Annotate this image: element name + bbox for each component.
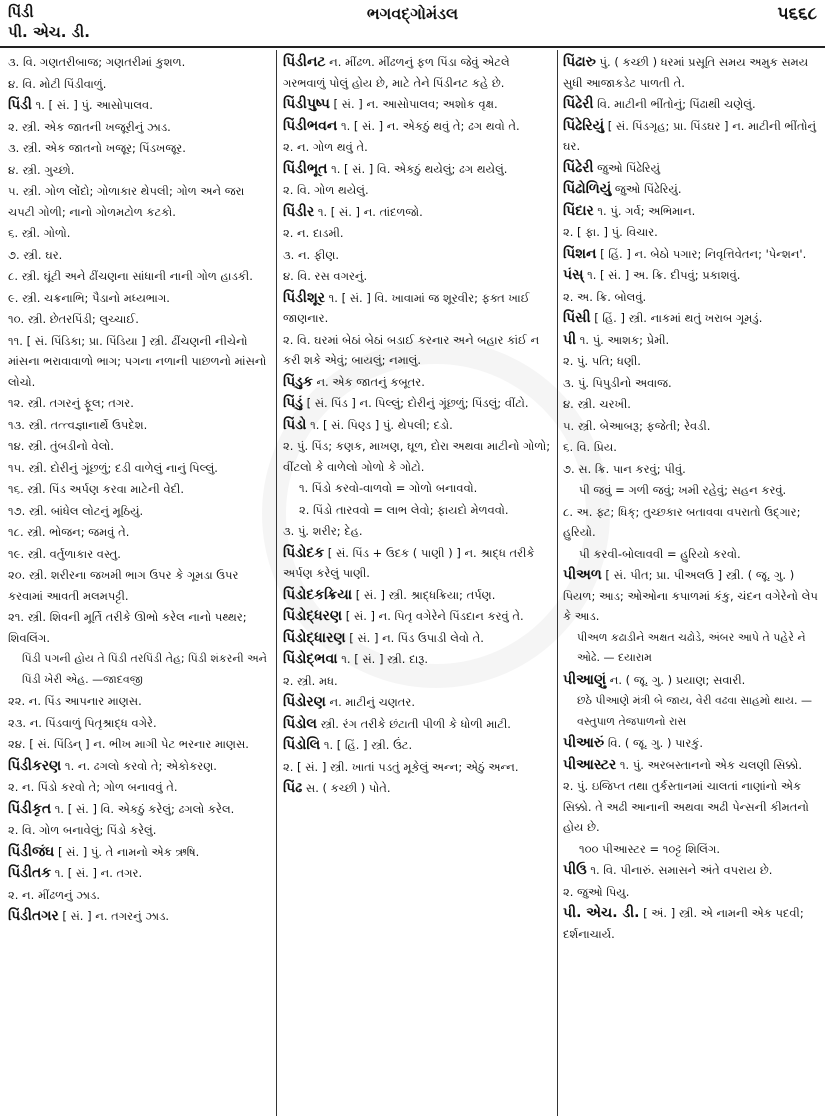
dictionary-entry <box>8 309 270 330</box>
entry-definition: ન. મીંઢળ. મીંઢળનું ફળ પિંડા જેવું એટલે ગરભવાળું પોલું હોય છે, માટે તેને પિંડીનટ કહે છે. <box>283 55 510 90</box>
dictionary-entry <box>563 116 819 157</box>
dictionary-entry <box>8 266 270 287</box>
entry-definition: ૭. સ્ત્રી. ઘર. <box>8 247 63 262</box>
entry-definition: ૪. સ્ત્રી. ચરખી. <box>563 397 631 411</box>
headword: પિંડીકરણ <box>8 757 62 774</box>
entry-definition: ૨. [ સં. ] સ્ત્રી. ખાતાં પડતું મૂકેલું અન્ન; એઠું અન્ન. <box>283 759 519 774</box>
entry-definition: [ અં. ] સ્ત્રી. એ નામની એક પદવી; દર્શનાચાર્ય. <box>563 906 804 941</box>
running-head-last-word: પી. એચ. ડી. <box>8 23 90 41</box>
entry-definition: ૨. ન. પિંડો કરવો તે; ગોળ બનાવવું તે. <box>8 780 178 794</box>
entry-definition: વિ. ( જૂ. ગુ. ) પારકું. <box>604 736 704 750</box>
entry-definition: [ સં. પિંડગૃહ; પ્રા. પિંડઘર ] ન. માટીની ભીંતોનું ઘર. <box>563 118 817 153</box>
headword: પિંડોદકક્રિયા <box>283 586 353 603</box>
entry-definition: ૧૭. સ્ત્રી. બાંધેલ લોટનું મૂઠિયું. <box>8 503 144 518</box>
headword: પિંડોદ્ધરણ <box>283 608 343 624</box>
entry-definition: ૧. [ સં. ] અ. ક્રિ. દીપવું; પ્રકાશવું. <box>583 268 741 282</box>
entry-definition: ન. એક જાતનું કબૂતર. <box>312 374 425 389</box>
dictionary-entry <box>563 437 819 458</box>
headword: પિંઢેરી <box>563 159 594 176</box>
entry-definition: [ સં. ] ન. તગરનું ઝાડ. <box>58 909 170 923</box>
page-header <box>0 0 825 44</box>
entry-definition: [ હિં. ] સ્ત્રી. નાકમાં થતું ખરાબ ગૂમડું. <box>590 311 763 325</box>
headword: પિંઢેરી <box>563 96 594 112</box>
entry-definition: ૧૧. [ સં. પિંડિકા; પ્રા. પિંડિયા ] સ્ત્રી. ઢીંચણની નીચેનો માંસના ભરાવાવાળો ભાગ; પગના નળાની પાછળનો માંસનો લોચો. <box>8 333 267 389</box>
column-divider <box>276 50 277 1116</box>
entry-definition: ૧. [ સં. ] વિ. એકઠું થયેલું; ઢગ થયેલું. <box>327 161 508 176</box>
entry-definition: ૧. [ સં. ] ન. એકઠું થવું તે; ઢગ થવો તે. <box>337 118 520 133</box>
book-title: ભગવદ્ગોમંડલ <box>366 4 459 23</box>
dictionary-entry <box>8 436 270 457</box>
headword: પી. એચ. ડી. <box>563 905 640 921</box>
column-1 <box>8 52 270 1116</box>
entry-definition: ૨. પું. ઇજિપ્ત તથા તુર્કસ્તાનમાં ચાલતાં નાણાંનો એક સિક્કો. તે અઢી આનાની અથવા અઢી પેન્સની કીમતનો હોય છે. <box>563 779 809 834</box>
dictionary-entry <box>563 351 819 372</box>
dictionary-entry <box>283 116 553 137</box>
entry-definition: ૨. જુઓ પિયુ. <box>563 884 630 899</box>
entry-definition: ૧૦. સ્ત્રી. છેતરપિંડી; લુચ્ચાઈ. <box>8 312 139 326</box>
dictionary-entry <box>283 649 553 670</box>
headword: પિંસી <box>563 310 591 326</box>
entry-definition: [ સં. ] ન. આસોપાલવ; અશોક વૃક્ષ. <box>329 97 498 111</box>
entry-definition: ૧. [ સં. ] ન. તાંદળજો. <box>314 204 423 219</box>
entry-definition: ૫. સ્ત્રી. બેઆબરૂ; ફજેતી; રેવડી. <box>563 418 711 433</box>
entry-definition: ૩. સ્ત્રી. એક જાતનો ખજૂર; પિંડખજૂર. <box>8 141 186 155</box>
entry-definition: ૧. પું. અરબસ્તાનનો એક ચલણી સિક્કો. <box>616 757 803 772</box>
dictionary-entry <box>563 158 819 179</box>
headword: પિંડોલ <box>283 715 318 732</box>
entry-definition: જુઓ પિંઢેરિયું. <box>611 182 682 196</box>
headword: પિંડોદક <box>283 544 325 561</box>
entry-definition: ૧૩. સ્ત્રી. તત્ત્વજ્ઞાનાર્થે ઉપદેશ. <box>8 417 148 432</box>
entry-definition: [ સં. ] ન. પિંડ ઉપાડી લેવો તે. <box>345 630 484 645</box>
dictionary-entry <box>8 522 270 543</box>
entry-definition: ૩. પું. શરીર; દેહ. <box>283 524 363 538</box>
entry-definition: ૨૦. સ્ત્રી. શરીરના જખમી ભાગ ઉપર કે ગૂમડા ઉપર કરવામાં આવતી મલમપટ્ટી. <box>8 568 239 603</box>
dictionary-entry <box>8 607 270 648</box>
dictionary-entry <box>283 415 553 436</box>
headword: પિંડોદ્ભવા <box>283 651 338 667</box>
dictionary-entry <box>563 308 819 329</box>
dictionary-entry <box>563 394 819 415</box>
dictionary-entry <box>8 458 270 479</box>
entry-definition: ૬. સ્ત્રી. ગોળો. <box>8 226 71 240</box>
dictionary-entry <box>563 882 819 903</box>
dictionary-entry <box>283 393 553 414</box>
entry-definition: ૨૧. સ્ત્રી. શિવની મૂર્તિ તરીકે ઊભો કરેલ નાનો પથ્થર; શિવલિંગ. <box>8 610 247 645</box>
dictionary-entry <box>563 733 819 754</box>
headword: પીઉ <box>563 862 587 878</box>
dictionary-entry <box>563 502 819 543</box>
headword: પિંઢોળિયું <box>563 181 612 197</box>
entry-definition: [ સં. ] સ્ત્રી. શ્રાદ્ધક્રિયા; તર્પણ. <box>352 587 496 602</box>
running-head-first-word: પિંડી <box>8 3 34 21</box>
dictionary-entry <box>8 117 270 138</box>
dictionary-entry <box>283 137 553 158</box>
dictionary-entry <box>283 757 553 778</box>
dictionary-entry <box>8 820 270 841</box>
dictionary-entry <box>283 266 553 287</box>
dictionary-entry <box>283 180 553 201</box>
entry-definition: ૪. વિ. રસ વગરનું. <box>283 269 368 283</box>
entry-definition: ૨. ન. મીંઢળનું ઝાડ. <box>8 887 101 902</box>
entry-definition: ૧૬. સ્ત્રી. પિંડ અર્પણ કરવા માટેની વેદી. <box>8 482 185 496</box>
headword: પિંઢ <box>283 780 303 796</box>
dictionary-entry <box>8 223 270 244</box>
entry-definition: ૧. [ સં. ] પું. આસોપાલવ. <box>31 98 153 112</box>
dictionary-entry <box>283 159 553 180</box>
entry-definition: ૧. પું. આશક; પ્રેમી. <box>576 332 670 347</box>
dictionary-entry <box>563 244 819 265</box>
dictionary-entry <box>283 714 553 735</box>
headword: પીઆસ્ટર <box>563 756 617 773</box>
headword: પિંડીશૂર <box>283 289 325 306</box>
dictionary-entry <box>8 691 270 712</box>
headword: પિંડીતગર <box>8 908 59 924</box>
dictionary-entry <box>8 138 270 159</box>
entry-definition: ૨. પું. પતિ; ધણી. <box>563 354 641 368</box>
headword: પીઅળ <box>563 567 602 583</box>
entry-definition: જુઓ પિંઢેરિયું <box>593 160 661 175</box>
headword: પિંડીભૂત <box>283 160 328 177</box>
entry-definition: ૨. વિ. ગોળ થયેલું. <box>283 183 369 197</box>
entry-definition: ૨. વિ. ગોળ બનાવેલું; પિંડો કરેલું. <box>8 823 157 837</box>
entry-definition: ૮. સ્ત્રી. ઘૂંટી અને ઢીંચણના સાંધાની નાની ગોળ હાડકી. <box>8 269 253 283</box>
entry-definition: ૨. સ્ત્રી. મધ. <box>283 673 338 688</box>
dictionary-entry <box>563 459 819 480</box>
dictionary-entry <box>563 330 819 351</box>
entry-definition: ૧. [ હિં. ] સ્ત્રી. ઉંટ. <box>320 738 413 752</box>
dictionary-entry <box>563 94 819 115</box>
entry-definition: સ. ( કચ્છી ) પોતે. <box>302 781 391 795</box>
entry-definition: ૩. પું. પિપુડીનો અવાજ. <box>563 375 672 390</box>
column-divider <box>557 50 558 1116</box>
headword: પિંડોરણ <box>283 694 326 710</box>
headword: પિંઢેરિયું <box>563 117 605 134</box>
dictionary-entry <box>563 755 819 776</box>
dictionary-entry <box>283 330 553 371</box>
entry-definition: ૧. વિ. પીનારું. સમાસને અંતે વપરાય છે. <box>586 863 773 877</box>
entry-definition: ૩. વિ. ગણતરીબાજ; ગણતરીમાં કુશળ. <box>8 55 186 69</box>
dictionary-entry <box>563 860 819 881</box>
dictionary-entry <box>8 756 270 777</box>
entry-definition: [ સં. ] ન. પિતૃ વગેરેને પિંડદાન કરવું તે. <box>342 609 524 623</box>
headword: પિંડીતક <box>8 865 52 881</box>
entry-definition: ૧. [ સં. ] સ્ત્રી. દારૂ. <box>337 652 429 666</box>
entry-definition: [ હિં. ] ન. બેઠો પગાર; નિવૃત્તિવેતન; 'પેન્શન'. <box>596 246 807 261</box>
headword: પીઆણું <box>563 671 607 688</box>
dictionary-entry <box>8 74 270 95</box>
dictionary-entry <box>563 416 819 437</box>
dictionary-entry <box>283 521 553 542</box>
dictionary-entry <box>8 863 270 884</box>
entry-definition: સ્ત્રી. રંગ તરીકે છંટાતી પીળી કે ધોળી માટી. <box>317 716 511 731</box>
idiom-entry: પી જવું = ગળી જવું; ખમી રહેવું; સહન કરવું. <box>579 483 787 497</box>
headword: પિંડીકૃત <box>8 800 52 817</box>
headword: પિંડું <box>283 395 303 411</box>
entry-definition: ૬. વિ. પ્રિય. <box>563 440 617 454</box>
dictionary-entry <box>8 501 270 522</box>
entry-definition: ૨. [ ફા. ] પું. વિચાર. <box>563 225 658 239</box>
entry-definition: ૧. [ સં. ] ન. તગર. <box>51 866 143 880</box>
entry-definition: [ સં. ] પું. તે નામનો એક ઋષિ. <box>54 844 200 859</box>
entry-definition: ૨. સ્ત્રી. એક જાતની ખજૂરીનું ઝાડ. <box>8 119 171 134</box>
dictionary-entry <box>563 287 819 308</box>
quotation: છઠે પીઆણે મંત્રી બે જાય, વેરી વઢવા સાહમો થાય. — વસ્તુપાળ તેજપાળનો રાસ <box>577 694 812 728</box>
dictionary-entry <box>8 565 270 606</box>
dictionary-entry <box>8 799 270 820</box>
dictionary-entry <box>283 52 553 93</box>
dictionary-entry <box>283 245 553 266</box>
entry-definition: ૨. અ. ક્રિ. બોલવું. <box>563 289 647 304</box>
dictionary-entry <box>563 201 819 222</box>
entry-definition: વિ. માટીની ભીંતોનું; પિંઢાથી ચણેલું. <box>593 97 756 111</box>
dictionary-entry <box>8 415 270 436</box>
header-divider <box>0 46 825 48</box>
dictionary-entry <box>8 288 270 309</box>
entry-definition: ૨. ન. ગોળ થવું તે. <box>283 140 368 154</box>
entry-definition: ૨. પું. પિંડ; કણક, માખણ, ઘૂળ, દોરા અથવા માટીનો ગોળો; વીંટલો કે વાળેલો ગોળો કે ગોટો. <box>283 439 551 474</box>
entry-definition: [ સં. પિંડ + ઉદક ( પાણી ) ] ન. શ્રાદ્ધ તરીકે અર્પણ કરેલું પાણી. <box>283 545 535 580</box>
page-number: ૫૬૬૮ <box>777 4 817 24</box>
dictionary-entry <box>8 245 270 266</box>
entry-definition: ન. માટીનું ચણતર. <box>325 695 416 709</box>
dictionary-entry <box>8 331 270 393</box>
entry-definition: ૧. પું. ગર્વ; અભિમાન. <box>593 203 696 218</box>
headword: પિંડુક <box>283 373 313 390</box>
dictionary-entry <box>283 288 553 329</box>
idiom-entry: ૨. પિંડો તારવવો = લાભ લેવો; ફાયદો મેળવવો. <box>299 502 509 517</box>
dictionary-entry <box>283 543 553 584</box>
dictionary-entry <box>283 628 553 649</box>
dictionary-entry <box>283 671 553 692</box>
entry-definition: ૨૩. ન. પિંડવાળું પિતૃશ્રાદ્ધ વગેરે. <box>8 715 157 730</box>
entry-definition: ૫. સ્ત્રી. ગોળ લોંદો; ગોળાકાર થેપલી; ગોળ અને જરા ચપટી ગોળી; નાનો ગોળમટોળ કટકો. <box>8 184 245 219</box>
dictionary-entry <box>283 94 553 115</box>
dictionary-entry <box>8 181 270 222</box>
dictionary-entry <box>8 479 270 500</box>
headword: પિંડોલિ <box>283 737 321 753</box>
dictionary-entry <box>563 52 819 93</box>
dictionary-entry <box>563 222 819 243</box>
entry-definition: ૨. વિ. ઘરમાં બેઠાં બેઠાં બડાઈ કરનાર અને બહાર કાંઈ ન કરી શકે એવું; બાયલું; નમાલું. <box>283 332 540 367</box>
headword: પિંદાર <box>563 202 594 219</box>
quotation: પીઅળ કઢાડીને અક્ષત ચઢોડે, અંબર આપે તે પહેરે ને ઓઢે. — દયારામ <box>577 630 806 664</box>
dictionary-entry <box>283 692 553 713</box>
entry-definition: ૧. [ સં. ] વિ. એકઠું કરેલું; ઢગલો કરેલ. <box>51 801 235 816</box>
dictionary-entry <box>563 565 819 627</box>
entry-definition: ૧. [ સં. ] વિ. ખાવામાં જ શૂરવીર; ફક્ત ખાઈ જાણનાર. <box>283 290 530 325</box>
dictionary-entry <box>8 906 270 927</box>
dictionary-entry <box>8 842 270 863</box>
dictionary-entry <box>283 778 553 799</box>
headword: પિંડીનટ <box>283 54 326 70</box>
quotation: પિંડી પગની હોય તે પિંડી તરપિંડી તેહ; પિંડી શંકરની અને પિંડી ખેરી એહ. —જાદવજી <box>22 652 267 686</box>
entry-definition: ૭. સ. ક્રિ. પાન કરવું; પીવું. <box>563 461 686 476</box>
dictionary-entry <box>563 903 819 944</box>
headword: પિંડોદ્ધારણ <box>283 629 346 646</box>
dictionary-entry <box>8 777 270 798</box>
entry-definition: પું. ( કચ્છી ) ધરમાં પ્રસૂતિ સમય અમુક સમય સુધી આજાકડેટ પાળતી તે. <box>563 55 809 90</box>
column-2 <box>283 52 553 1116</box>
entry-definition: ૨૨. ન. પિંડ આપનાર માણસ. <box>8 694 142 708</box>
entry-definition: ૧૮. સ્ત્રી. ભોજન; જમવું તે. <box>8 525 130 539</box>
entry-definition: ૧૨. સ્ત્રી. તગરનું ફૂલ; તગર. <box>8 396 134 410</box>
dictionary-entry <box>563 179 819 200</box>
idiom-entry: ૧. પિંડો કરવો-વાળવો = ગોળો બનાવવો. <box>299 481 478 495</box>
dictionary-entry <box>283 585 553 606</box>
dictionary-entry <box>283 735 553 756</box>
headword: પિંડો <box>283 416 307 433</box>
entry-definition: ૮. અ. ફ્ટ; ધિક્; તુચ્છકાર બતાવવા વપરાતો ઉદ્ગાર; હુરિયો. <box>563 504 801 539</box>
dictionary-entry <box>8 52 270 73</box>
dictionary-entry <box>563 265 819 286</box>
dictionary-entry <box>283 436 553 477</box>
dictionary-entry <box>283 223 553 244</box>
dictionary-entry <box>563 670 819 691</box>
headword: પી <box>563 331 577 348</box>
headword: પિંઢારુ <box>563 54 596 70</box>
dictionary-entry <box>283 606 553 627</box>
headword: પિંશન <box>563 245 597 262</box>
idiom-entry: ૧૦૦ પીઆસ્ટર = ૧૦ટ્ટ શિલિંગ. <box>579 841 721 856</box>
column-3 <box>563 52 819 1116</box>
entry-definition: [ સં. પિંડ ] ન. પિલ્લું; દોરીનું ગૂંછળું; પિંડલું; વીંટો. <box>302 396 529 410</box>
dictionary-entry <box>8 544 270 565</box>
entry-definition: ૨૪. [ સં. પિંડિન્ ] ન. ભીખ માગી પેટ ભરનાર માણસ. <box>8 737 249 751</box>
headword: પિંડીપુષ્પ <box>283 96 330 112</box>
idiom-entry: પી કરવી-બોલાવવી = હુરિયો કરવો. <box>579 546 741 561</box>
dictionary-entry <box>8 885 270 906</box>
headword: પિંડીભવન <box>283 117 338 134</box>
entry-definition: ૧૯. સ્ત્રી. વર્તુળાકાર વસ્તુ. <box>8 546 121 561</box>
entry-definition: ૪. સ્ત્રી. ગુચ્છો. <box>8 162 75 177</box>
dictionary-entry <box>8 734 270 755</box>
headword: પિંડી <box>8 97 32 113</box>
entry-definition: ન. ( જૂ. ગુ. ) પ્રયાણ; સવારી. <box>606 672 746 687</box>
dictionary-entry <box>8 393 270 414</box>
entry-definition: ૧. [ સં. પિણ્ડ ] પું. થેપલી; દડો. <box>306 417 453 432</box>
headword: પીઆરું <box>563 735 605 751</box>
entry-definition: ૩. ન. ફીણ. <box>283 247 340 262</box>
dictionary-entry <box>563 776 819 838</box>
entry-definition: ૨. ન. દાડમી. <box>283 226 344 240</box>
dictionary-entry <box>8 160 270 181</box>
headword: પિંડીર <box>283 203 315 220</box>
entry-definition: ૧૪. સ્ત્રી. તુંબડીનો વેલો. <box>8 439 114 453</box>
dictionary-entry <box>283 202 553 223</box>
dictionary-entry <box>8 713 270 734</box>
dictionary-entry <box>563 373 819 394</box>
entry-definition: [ સં. પીત; પ્રા. પીઅલઉ ] સ્ત્રી. ( જૂ. ગુ. ) પિયળ; આડ; ઓઓના કપાળમાં કંકુ, ચંદન વગેરેનો લેપ કે આડ. <box>563 568 818 623</box>
entry-definition: ૯. સ્ત્રી. ચક્રનાભિ; પૈડાનો મધ્યભાગ. <box>8 290 170 305</box>
dictionary-entry <box>8 95 270 116</box>
dictionary-entry <box>283 372 553 393</box>
entry-definition: ૪. વિ. મોટી પિંડીવાળું. <box>8 76 107 91</box>
headword: પંસ્ <box>563 267 584 283</box>
headword: પિંડીજંઘ <box>8 843 55 860</box>
entry-definition: ૧. ન. ઢગલો કરવો તે; એકોકરણ. <box>61 758 217 773</box>
entry-definition: ૧૫. સ્ત્રી. દોરીનું ગૂંછળું; દડી વાળેલું નાનું પિલ્લું. <box>8 460 218 475</box>
